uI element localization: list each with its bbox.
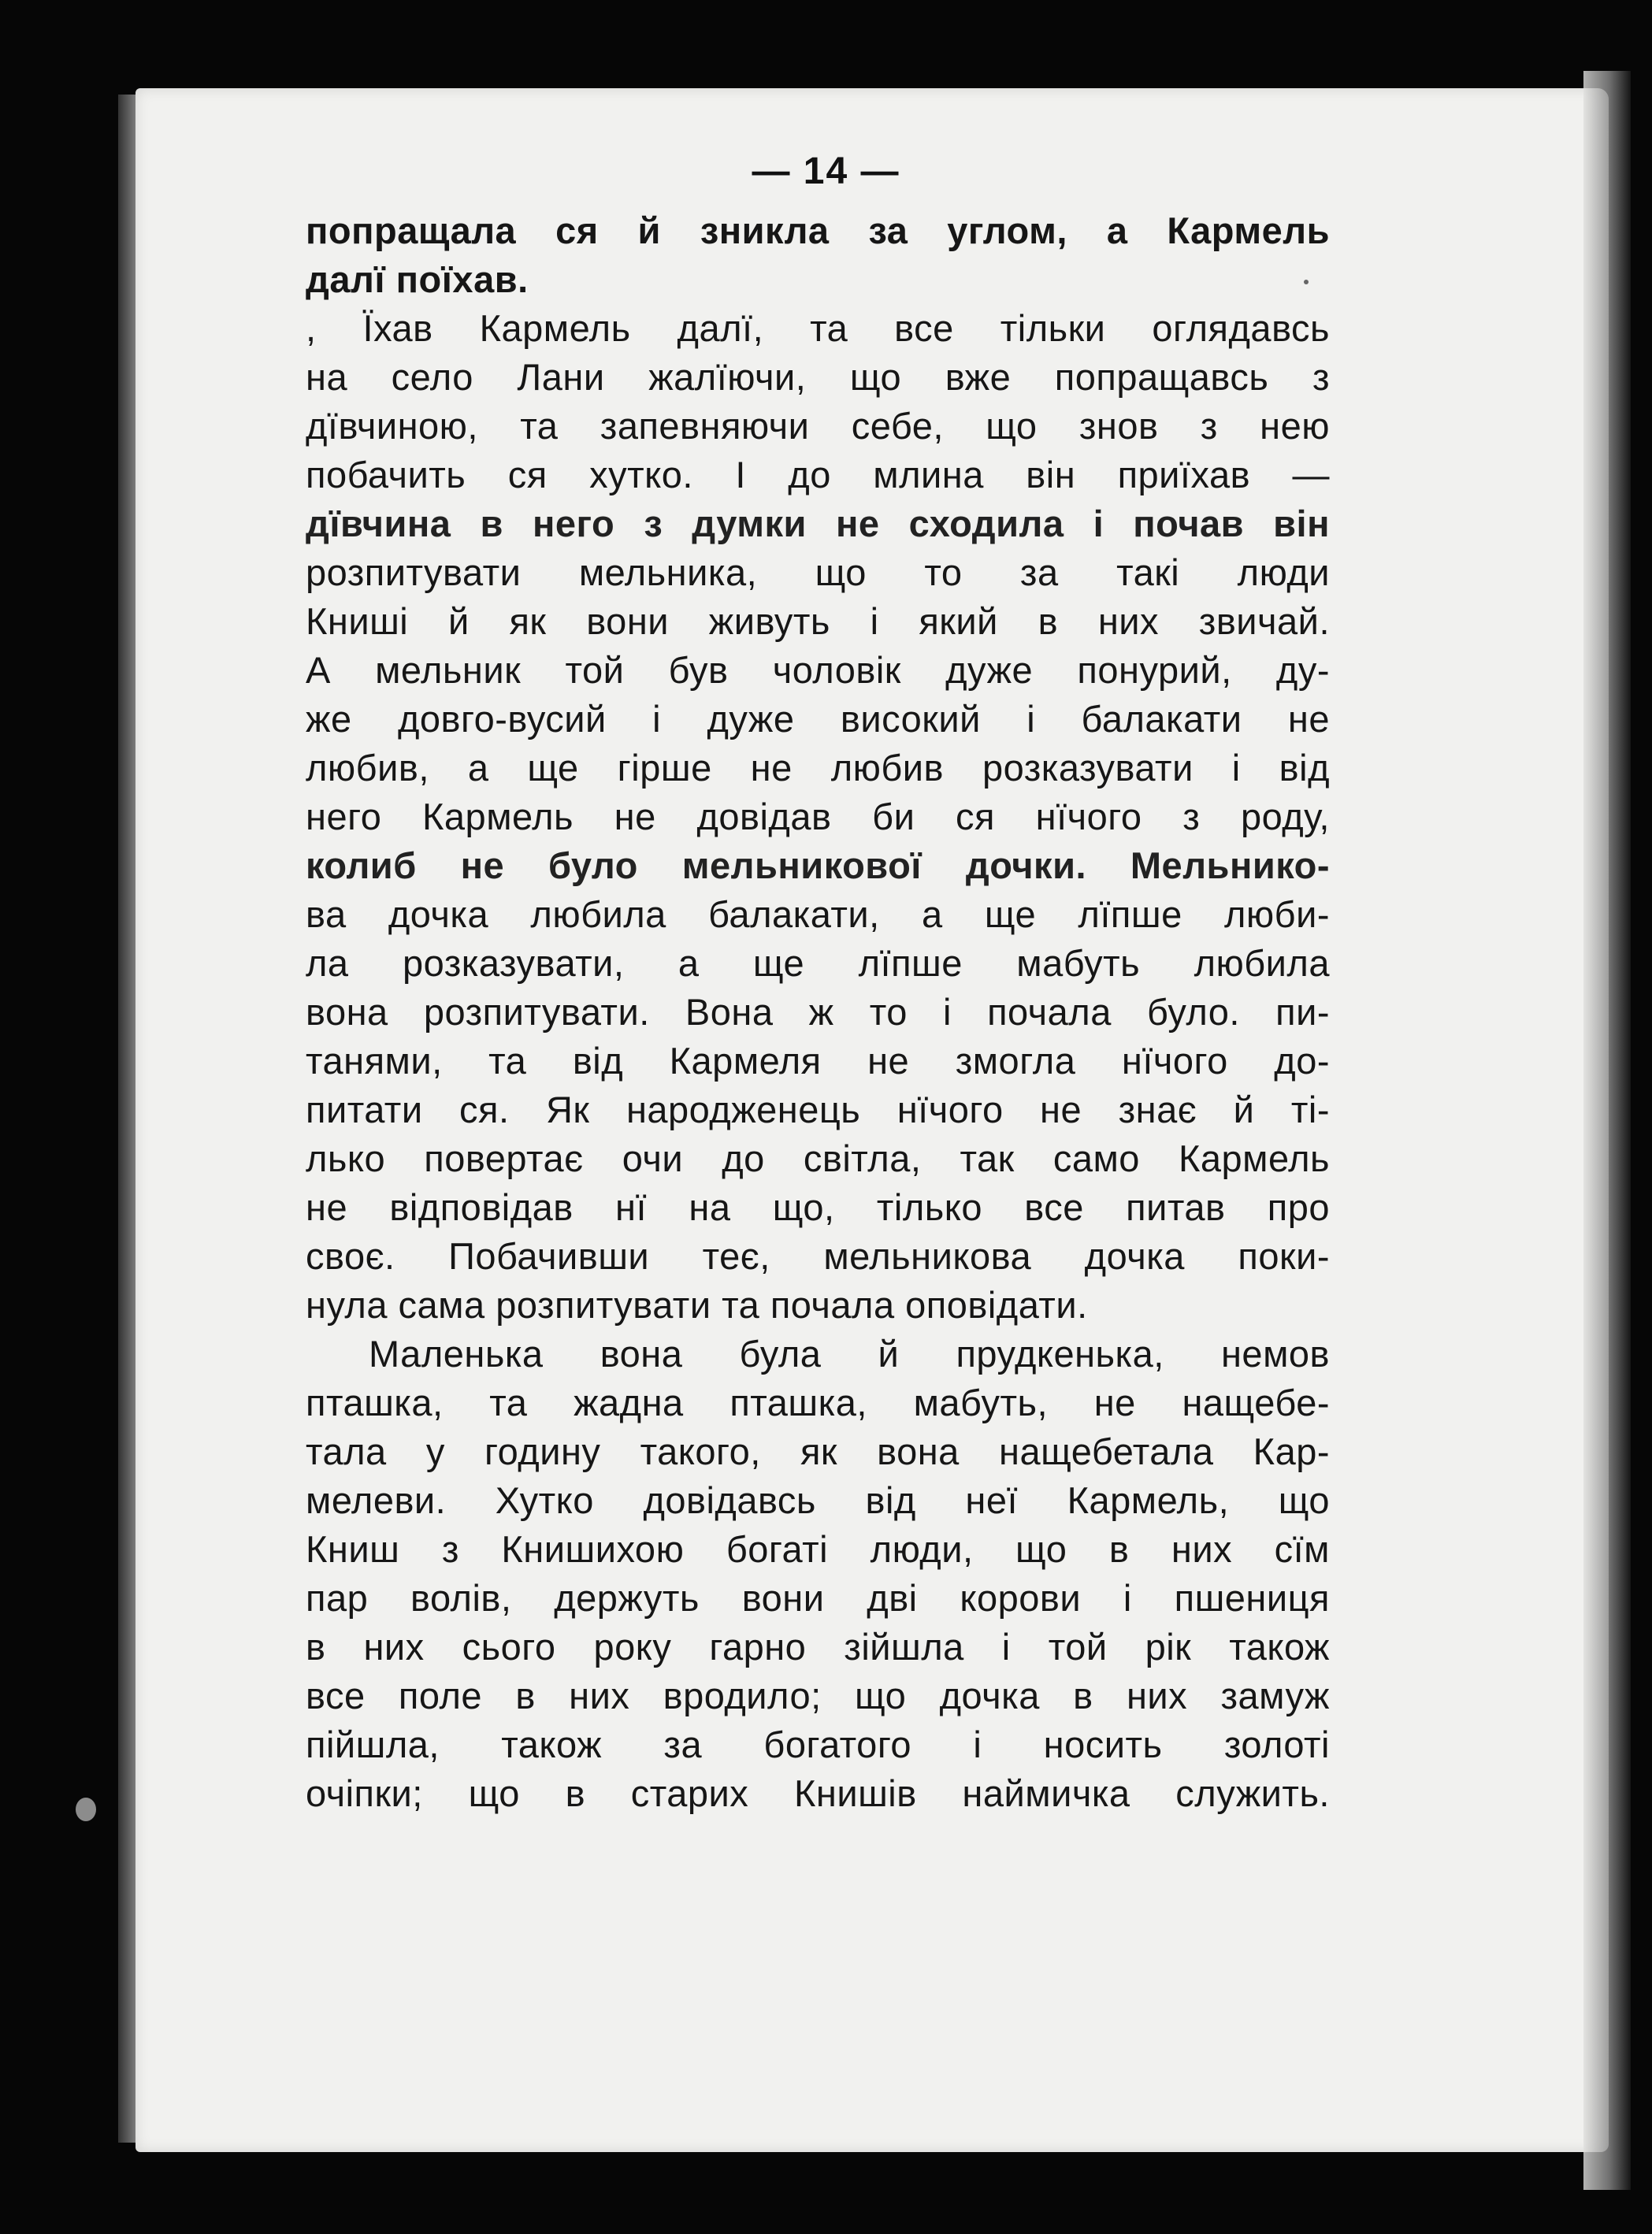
- text-line: побачить ся хутко. І до млина він приїхав —: [306, 454, 1330, 495]
- text-line: танями, та від Кармеля не змогла нїчого до-: [306, 1040, 1330, 1082]
- text-line: Маленька вона була й прудкенька, немов: [369, 1333, 1330, 1375]
- text-line: попращала ся й зникла за углом, а Кармель: [306, 210, 1330, 251]
- text-line: мелеви. Хутко довідавсь від неї Кармель, що: [306, 1479, 1330, 1521]
- body-text: [306, 206, 1330, 1818]
- text-line: пташка, та жадна пташка, мабуть, не нащебе-: [306, 1382, 1330, 1423]
- text-line: очіпки; що в старих Книшів наймичка служить.: [306, 1772, 1330, 1814]
- scan-speck: [76, 1798, 96, 1821]
- text-line: вона розпитувати. Вона ж то і почала було. пи-: [306, 991, 1330, 1033]
- text-line: все поле в них вродило; що дочка в них замуж: [306, 1675, 1330, 1716]
- text-line: розпитувати мельника, що то за такі люди: [306, 551, 1330, 593]
- text-line: не відповідав нї на що, тілько все питав про: [306, 1186, 1330, 1228]
- text-line: А мельник той був чоловік дуже понурий, ду-: [306, 649, 1330, 691]
- text-line: Книші й як вони живуть і який в них звичай.: [306, 600, 1330, 642]
- text-line: далї поїхав.: [306, 258, 529, 300]
- text-line: него Кармель не довідав би ся нїчого з роду,: [306, 796, 1330, 837]
- text-line: Книш з Книшихою богаті люди, що в них сїм: [306, 1528, 1330, 1570]
- text-line: любив, а ще гірше не любив розказувати і від: [306, 747, 1330, 789]
- text-line: тала у годину такого, як вона нащебетала Кар-: [306, 1431, 1330, 1472]
- page-number: — 14 —: [752, 150, 900, 192]
- text-line: своє. Побачивши теє, мельникова дочка поки-: [306, 1235, 1330, 1277]
- text-line: дївчиною, та запевняючи себе, що знов з нею: [306, 405, 1330, 447]
- text-line: пійшла, також за богатого і носить золоті: [306, 1724, 1330, 1765]
- text-line: ла розказувати, а ще лїпше мабуть любила: [306, 942, 1330, 984]
- text-line: ва дочка любила балакати, а ще лїпше люби-: [306, 893, 1330, 935]
- text-line: нула сама розпитувати та почала оповідати.: [306, 1284, 1088, 1326]
- text-line: пар волів, держуть вони дві корови і пшениця: [306, 1577, 1330, 1619]
- text-line: колиб не було мельникової дочки. Мельнико-: [306, 844, 1330, 886]
- text-line: же довго-вусий і дуже високий і балакати не: [306, 698, 1330, 740]
- text-line: питати ся. Як народженець нїчого не знає й ті-: [306, 1089, 1330, 1130]
- text-line: , Їхав Кармель далї, та все тільки оглядавсь: [306, 307, 1330, 349]
- page-right-edge: [1583, 71, 1631, 2190]
- text-line: на село Лани жалїючи, що вже попращавсь з: [306, 356, 1330, 398]
- text-line: в них сього року гарно зійшла і той рік також: [306, 1626, 1330, 1668]
- text-line: дївчина в него з думки не сходила і почав він: [306, 503, 1330, 544]
- text-line: лько повертає очи до світла, так само Кармель: [306, 1137, 1330, 1179]
